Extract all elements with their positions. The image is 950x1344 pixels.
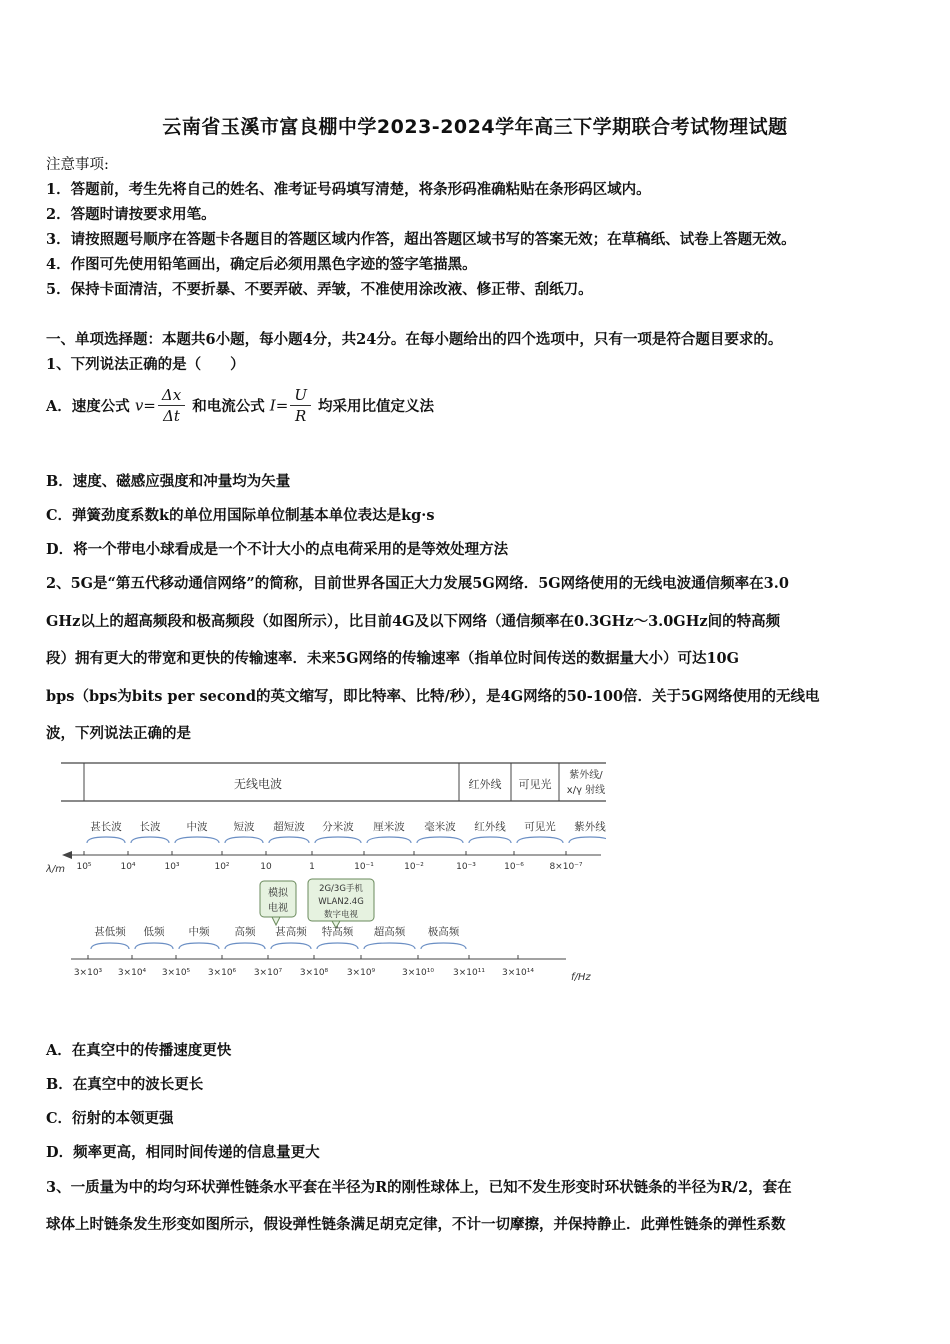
- band-label: 分米波: [322, 821, 354, 833]
- header-visible: 可见光: [518, 778, 552, 791]
- question-2-option-c: C．衍射的本领更强: [46, 1110, 174, 1127]
- band-label: 紫外线: [574, 821, 606, 833]
- callout-text: 2G/3G手机: [319, 884, 363, 894]
- frequency-band-label: 低频: [143, 926, 165, 938]
- frequency-band-brace: [179, 943, 219, 949]
- frequency-tick-label: 3×10⁷: [253, 968, 283, 978]
- band-brace: [517, 837, 563, 843]
- band-brace: [315, 837, 361, 843]
- frequency-band-label: 极高频: [427, 926, 460, 938]
- frequency-tick-label: 3×10⁶: [207, 968, 237, 978]
- wavelength-tick-label: 10⁻²: [404, 862, 424, 872]
- band-brace: [469, 837, 511, 843]
- frequency-tick-label: 3×10¹⁰: [402, 968, 434, 978]
- band-labels: [90, 820, 606, 833]
- section-heading: 一、单项选择题：本题共6小题，每小题4分，共24分。在每小题给出的四个选项中，只有一项是符合题目要求的。: [46, 331, 783, 348]
- frequency-band-labels: [94, 925, 459, 938]
- frequency-band-braces: [91, 943, 466, 949]
- frequency-band-brace: [225, 943, 265, 949]
- question-3-line: 球体上时链条发生形变如图所示，假设弹性链条满足胡克定律，不计一切摩擦，并保持静止．此弹性链条的弹性系数: [46, 1216, 786, 1233]
- question-1-option-a: [46, 385, 434, 426]
- question-2-option-a: A．在真空中的传播速度更快: [46, 1042, 232, 1059]
- callout-pointer: [272, 917, 280, 925]
- page-title: 云南省玉溪市富良棚中学2023-2024学年高三下学期联合考试物理试题: [162, 116, 788, 138]
- frequency-band-label: 高频: [234, 926, 256, 938]
- question-2-line: bps（bps为bits per second的英文缩写，即比特率、比特/秒），是4G网络的50-100倍．关于5G网络使用的无线电: [46, 688, 820, 705]
- frequency-axis-label: f/Hz: [571, 972, 591, 983]
- frequency-band-label: 中频: [188, 926, 210, 938]
- notice-item: 5．保持卡面清洁，不要折暴、不要弄破、弄皱，不准使用涂改液、修正带、刮纸刀。: [46, 281, 593, 298]
- band-label: 厘米波: [373, 821, 405, 833]
- notice-item: 4．作图可先使用铅笔画出，确定后必须用黑色字迹的签字笔描黑。: [46, 256, 477, 273]
- current-fraction: [290, 385, 311, 426]
- header-xray: x/γ 射线: [566, 785, 606, 796]
- wavelength-ticks: [76, 851, 582, 872]
- header-radio: 无线电波: [233, 777, 283, 791]
- question-2-line: GHz以上的超高频段和极高频段（如图所示），比目前4G及以下网络（通信频率在0.3GHz～3.0GHz间的特高频: [46, 613, 781, 630]
- frequency-band-brace: [364, 943, 415, 949]
- band-braces: [87, 837, 606, 843]
- frequency-tick-label: 3×10¹¹: [453, 968, 485, 978]
- wavelength-axis-label: λ/m: [46, 864, 66, 875]
- frequency-band-brace: [135, 943, 173, 949]
- callout-text: WLAN2.4G: [318, 897, 364, 907]
- wavelength-tick-label: 10: [260, 862, 272, 872]
- band-label: 超短波: [273, 821, 305, 833]
- spectrum-figure: [46, 757, 606, 992]
- question-2-line: 段）拥有更大的带宽和更快的传输速率．未来5G网络的传输速率（指单位时间传送的数据量大小）可达10G: [46, 650, 740, 667]
- analog-tv-callout: [260, 881, 296, 925]
- wavelength-arrow: [62, 851, 72, 859]
- callout-text: 电视: [268, 903, 288, 914]
- frequency-tick-label: 3×10¹⁴: [502, 968, 534, 978]
- option-a-prefix: A．速度公式: [46, 398, 130, 415]
- question-1-option-d: D．将一个带电小球看成是一个不计大小的点电荷采用的是等效处理方法: [46, 541, 509, 558]
- frequency-band-label: 甚高频: [275, 926, 307, 938]
- frequency-tick-label: 3×10⁹: [346, 968, 376, 978]
- notice-item: 3．请按照题号顺序在答题卡各题目的答题区域内作答，超出答题区域书写的答案无效；在草稿纸、试卷上答题无效。: [46, 231, 796, 248]
- fraction-numerator: U: [290, 385, 311, 406]
- question-2-line: 2、5G是“第五代移动通信网络”的简称，目前世界各国正大力发展5G网络．5G网络使用的无线电波通信频率在3.0: [46, 575, 789, 592]
- header-infrared: 红外线: [468, 778, 502, 791]
- wavelength-tick-label: 10⁻³: [456, 862, 476, 872]
- callout-text: 数字电视: [323, 910, 359, 920]
- frequency-tick-label: 3×10⁵: [161, 968, 191, 978]
- band-label: 短波: [233, 821, 255, 833]
- band-brace: [225, 837, 263, 843]
- mobile-callout: [308, 879, 374, 928]
- frequency-tick-label: 3×10³: [73, 968, 103, 978]
- band-label: 甚长波: [90, 821, 122, 833]
- fraction-numerator: Δx: [158, 385, 185, 406]
- velocity-fraction: [158, 385, 185, 426]
- callout-text: 模拟: [268, 888, 288, 899]
- band-brace: [131, 837, 169, 843]
- option-a-suffix: 均采用比值定义法: [318, 398, 435, 415]
- frequency-band-label: 超高频: [373, 926, 406, 938]
- notice-heading: 注意事项:: [46, 157, 109, 173]
- question-1-stem: 1、下列说法正确的是（ ）: [46, 356, 245, 373]
- band-label: 长波: [139, 821, 161, 833]
- frequency-band-brace: [317, 943, 358, 949]
- frequency-band-brace: [271, 943, 311, 949]
- band-label: 红外线: [474, 821, 506, 833]
- notice-item: 2．答题时请按要求用笔。: [46, 206, 216, 223]
- band-brace: [269, 837, 309, 843]
- band-label: 可见光: [524, 821, 556, 833]
- wavelength-tick-label: 1: [309, 862, 315, 872]
- band-brace: [175, 837, 219, 843]
- frequency-band-label: 特高频: [321, 926, 354, 938]
- wavelength-tick-label: 10³: [164, 862, 180, 872]
- question-2-option-d: D．频率更高，相同时间传递的信息量更大: [46, 1144, 320, 1161]
- question-1-option-b: B．速度、磁感应强度和冲量均为矢量: [46, 473, 291, 490]
- fraction-denominator: Δt: [163, 407, 180, 425]
- equals-sign: =: [275, 396, 289, 415]
- band-brace: [367, 837, 411, 843]
- frequency-band-label: 甚低频: [94, 926, 126, 938]
- frequency-tick-label: 3×10⁸: [299, 968, 329, 978]
- band-label: 中波: [186, 821, 208, 833]
- frequency-band-brace: [91, 943, 129, 949]
- option-a-mid: 和电流公式: [192, 398, 265, 415]
- velocity-symbol: v: [134, 396, 144, 415]
- question-3-line: 3、一质量为中的均匀环状弹性链条水平套在半径为R的刚性球体上，已知不发生形变时环状链条的半径为R/2，套在: [46, 1179, 792, 1196]
- frequency-tick-label: 3×10⁴: [117, 968, 147, 978]
- current-symbol: I: [269, 396, 276, 415]
- wavelength-tick-label: 10⁻¹: [354, 862, 374, 872]
- band-brace: [569, 837, 606, 843]
- band-brace: [417, 837, 463, 843]
- fraction-denominator: R: [294, 407, 307, 425]
- frequency-ticks: [74, 955, 535, 978]
- band-label: 毫米波: [424, 821, 456, 833]
- question-2-line: 波，下列说法正确的是: [46, 725, 191, 742]
- band-brace: [87, 837, 125, 843]
- wavelength-tick-label: 10²: [214, 862, 230, 872]
- frequency-band-brace: [421, 943, 466, 949]
- wavelength-tick-label: 10⁴: [120, 862, 136, 872]
- wavelength-tick-label: 10⁵: [76, 862, 92, 872]
- header-uv: 紫外线/: [569, 770, 603, 781]
- equals-sign: =: [143, 396, 156, 415]
- notice-item: 1．答题前，考生先将自己的姓名、准考证号码填写清楚，将条形码准确粘贴在条形码区域内。: [46, 181, 651, 198]
- wavelength-tick-label: 8×10⁻⁷: [549, 862, 583, 872]
- question-1-option-c: C．弹簧劲度系数k的单位用国际单位制基本单位表达是kg·s: [46, 507, 435, 524]
- wavelength-tick-label: 10⁻⁶: [504, 862, 524, 872]
- question-2-option-b: B．在真空中的波长更长: [46, 1076, 204, 1093]
